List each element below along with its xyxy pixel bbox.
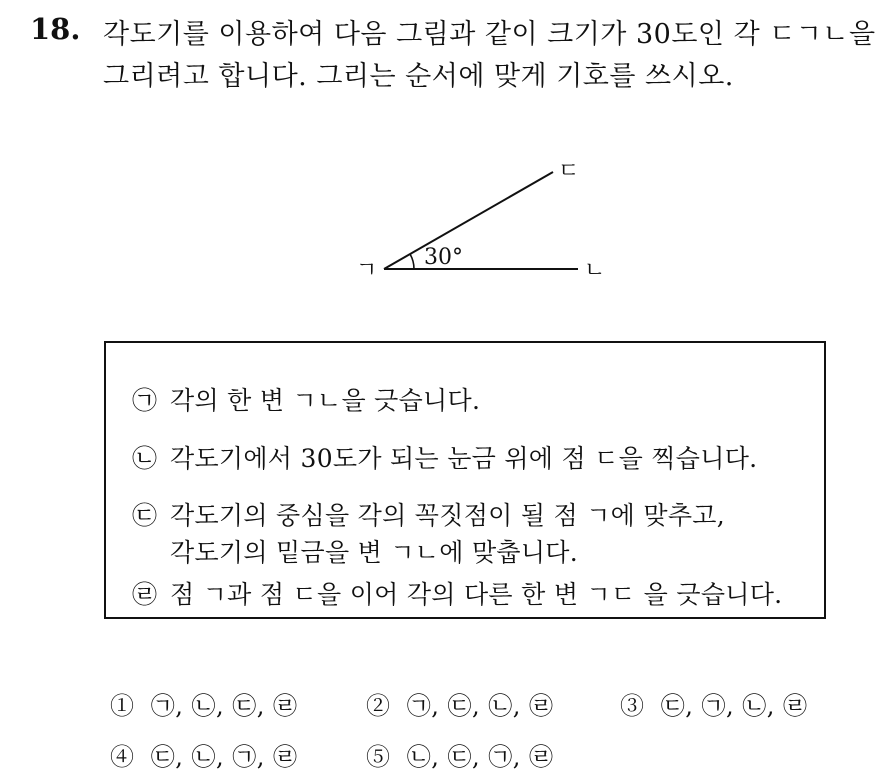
angle-figure <box>340 150 640 290</box>
question-text-line-1: 각도기를 이용하여 다음 그림과 같이 크기가 30도인 각 ㄷㄱㄴ을 <box>103 19 876 50</box>
step-text: 각도기에서 30도가 되는 눈금 위에 점 ㄷ을 찍습니다. <box>170 444 758 473</box>
choice-number: ③ <box>620 692 645 720</box>
choice-3[interactable] <box>620 686 808 721</box>
choice-answer: ㉠, ㉢, ㉡, ㉣ <box>406 692 554 720</box>
step-item-continuation <box>132 533 578 569</box>
choice-number: ② <box>366 692 391 720</box>
step-mark: ㉡ <box>132 444 158 473</box>
step-item <box>132 439 757 475</box>
step-mark: ㉠ <box>132 386 158 415</box>
choice-5[interactable] <box>366 737 554 772</box>
choice-1[interactable] <box>110 686 298 721</box>
angle-arc <box>410 254 414 269</box>
step-item <box>132 496 725 532</box>
steps-box <box>104 341 826 619</box>
choice-4[interactable] <box>110 737 298 772</box>
choice-number: ④ <box>110 743 135 771</box>
choice-number: ① <box>110 692 135 720</box>
angle-label: 30° <box>424 245 463 270</box>
step-text-continued: 각도기의 밑금을 변 ㄱㄴ에 맞춥니다. <box>170 538 578 567</box>
endpoint-label-top: ㄷ <box>558 159 580 184</box>
choice-2[interactable] <box>366 686 554 721</box>
choice-number: ⑤ <box>366 743 391 771</box>
step-mark: ㉣ <box>132 580 158 609</box>
endpoint-label-base: ㄴ <box>584 258 606 283</box>
vertex-label: ㄱ <box>356 258 378 283</box>
choice-answer: ㉠, ㉡, ㉢, ㉣ <box>150 692 298 720</box>
choice-answer: ㉢, ㉠, ㉡, ㉣ <box>660 692 808 720</box>
step-text: 각도기의 중심을 각의 꼭짓점이 될 점 ㄱ에 맞추고, <box>170 501 725 530</box>
step-item <box>132 381 480 417</box>
choice-answer: ㉡, ㉢, ㉠, ㉣ <box>406 743 554 771</box>
step-mark: ㉢ <box>132 501 158 530</box>
step-item <box>132 575 782 611</box>
question-text-line-2: 그리려고 합니다. 그리는 순서에 맞게 기호를 쓰시오. <box>103 61 734 92</box>
step-text: 각의 한 변 ㄱㄴ을 긋습니다. <box>170 386 481 415</box>
question-number: 18. <box>30 12 81 46</box>
angle-diagram <box>340 150 640 290</box>
step-text: 점 ㄱ과 점 ㄷ을 이어 각의 다른 한 변 ㄱㄷ 을 긋습니다. <box>170 580 783 609</box>
choice-answer: ㉢, ㉡, ㉠, ㉣ <box>150 743 298 771</box>
